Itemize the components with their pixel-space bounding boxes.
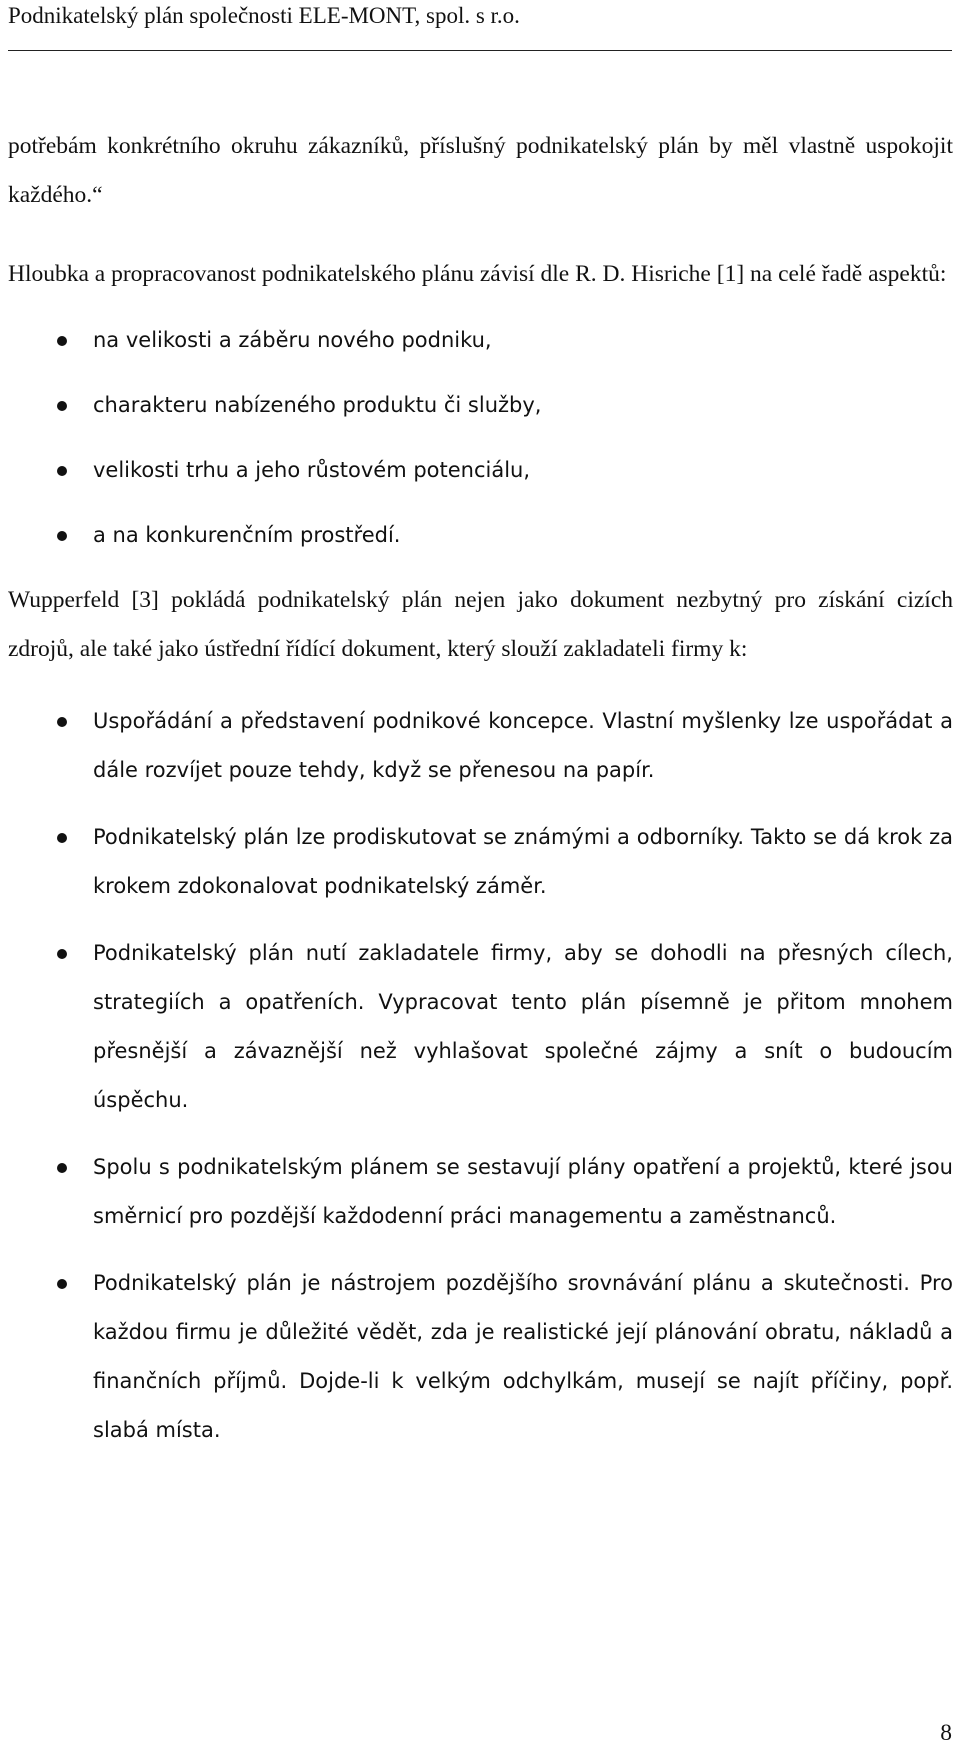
- header-title: Podnikatelský plán společnosti ELE-MONT, spol. s r.o.: [8, 3, 520, 28]
- list-item: [8, 697, 953, 795]
- list-item: [8, 1143, 953, 1241]
- list-item: [8, 511, 953, 560]
- paragraph-wupperfeld: Wupperfeld [3] pokládá podnikatelský plán nejen jako dokument nezbytný pro získání cizích zdrojů, ale také jako ústřední řídící dokument, který slouží zakladateli firmy k:: [8, 587, 953, 662]
- bullet-icon: [57, 717, 67, 727]
- list-item-text: Podnikatelský plán je nástrojem pozdějšího srovnávání plánu a skutečnosti. Pro každou firmu je důležité vědět, zda je realistické její plánování obratu, nákladů a finančních příjmů. Dojde-li k velkým odchylkám, musejí se najít příčiny, popř. slabá místa.: [93, 1271, 953, 1442]
- bullet-icon: [57, 833, 67, 843]
- purposes-list: [8, 697, 953, 1455]
- bullet-icon: [57, 949, 67, 959]
- list-item: [8, 813, 953, 911]
- document-body: [8, 122, 953, 1473]
- list-item: [8, 381, 953, 430]
- paragraph-quote-end: potřebám konkrétního okruhu zákazníků, příslušný podnikatelský plán by měl vlastně uspokojit každého.“: [8, 133, 953, 208]
- bullet-icon: [57, 466, 67, 476]
- list-item-text: a na konkurenčním prostředí.: [93, 523, 401, 547]
- list-item-text: Podnikatelský plán lze prodiskutovat se známými a odborníky. Takto se dá krok za krokem zdokonalovat podnikatelský záměr.: [93, 825, 953, 898]
- bullet-icon: [57, 1163, 67, 1173]
- list-item: [8, 929, 953, 1125]
- bullet-icon: [57, 401, 67, 411]
- list-item-text: Uspořádání a představení podnikové koncepce. Vlastní myšlenky lze uspořádat a dále rozvíjet pouze tehdy, když se přenesou na papír.: [93, 709, 953, 782]
- list-item: [8, 316, 953, 365]
- bullet-icon: [57, 1279, 67, 1289]
- aspects-list: [8, 316, 953, 560]
- page-number: 8: [940, 1720, 952, 1746]
- list-item-text: velikosti trhu a jeho růstovém potenciálu,: [93, 458, 531, 482]
- list-item-text: charakteru nabízeného produktu či služby,: [93, 393, 542, 417]
- list-item-text: na velikosti a záběru nového podniku,: [93, 328, 492, 352]
- bullet-icon: [57, 336, 67, 346]
- page-header: [8, 2, 952, 51]
- list-item-text: Spolu s podnikatelským plánem se sestavují plány opatření a projektů, které jsou směrnicí pro pozdější každodenní práci managementu a zaměstnanců.: [93, 1155, 953, 1228]
- list-item-text: Podnikatelský plán nutí zakladatele firmy, aby se dohodli na přesných cílech, strategiích a opatřeních. Vypracovat tento plán písemně je přitom mnohem přesnější a závaznější než vyhlašovat společné zájmy a snít o budoucím úspěchu.: [93, 941, 953, 1112]
- paragraph-hisrich: Hloubka a propracovanost podnikatelského plánu závisí dle R. D. Hisriche [1] na celé řadě aspektů:: [8, 261, 947, 287]
- list-item: [8, 1259, 953, 1455]
- bullet-icon: [57, 531, 67, 541]
- list-item: [8, 446, 953, 495]
